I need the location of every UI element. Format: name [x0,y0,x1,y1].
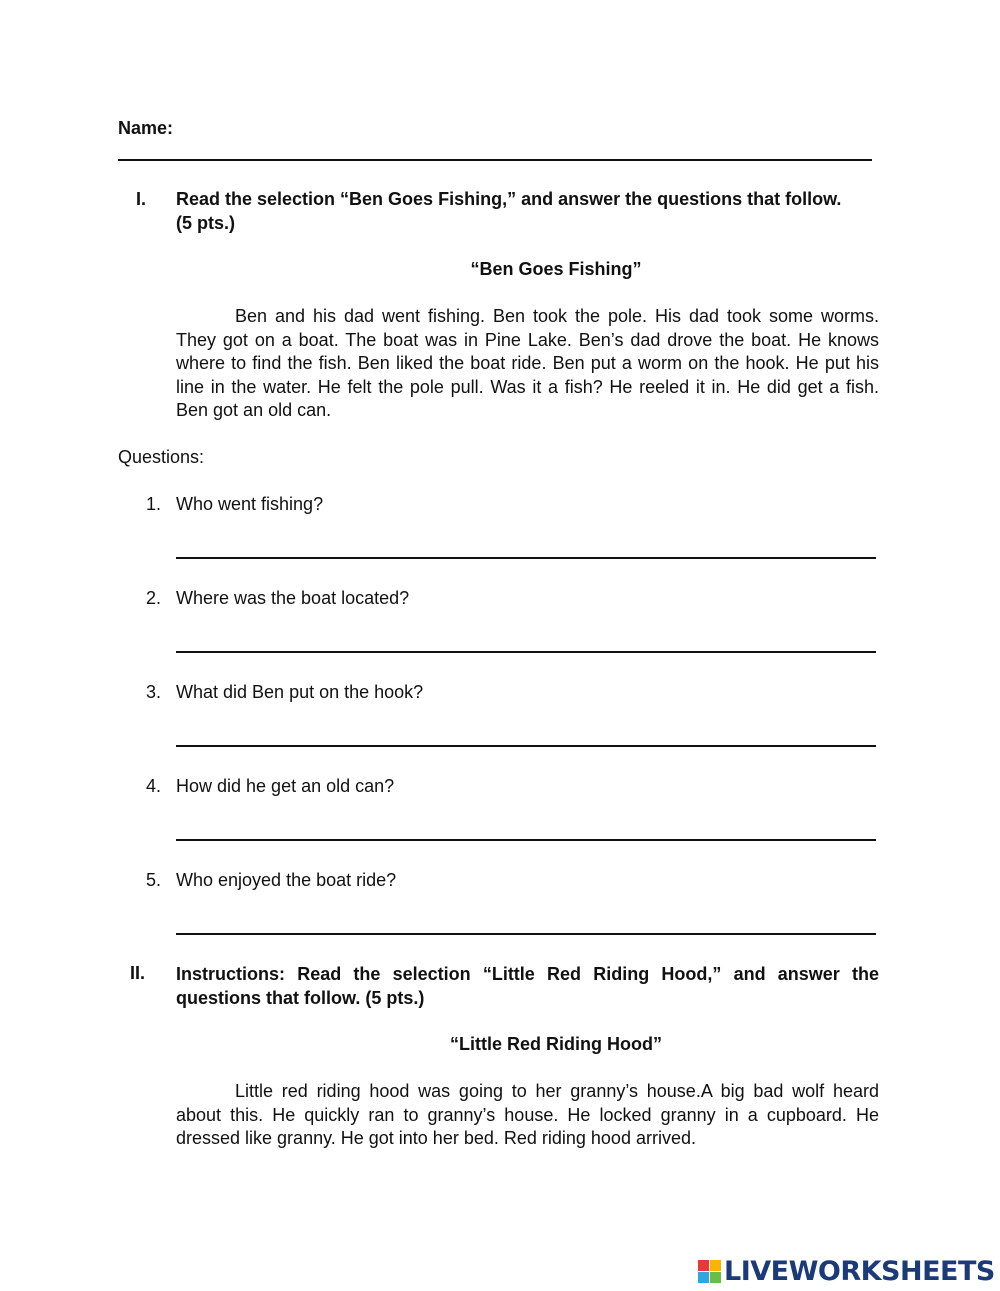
question-5-answer-line[interactable] [176,933,876,935]
story-2-title: “Little Red Riding Hood” [450,1034,662,1054]
question-1-text: Who went fishing? [176,494,324,514]
question-2-number: 2. [146,588,162,608]
logo-block-green [710,1272,721,1283]
section-2-numeral: II. [130,963,146,983]
question-2-answer-line[interactable] [176,651,876,653]
story-2-text: Little red riding hood was going to her granny’s house.A big bad wolf heard about this. He quickly ran to granny’s house. He locked granny in a cupboard. He dressed like granny. He got into her bed. Red riding hood arrived. [176,1081,879,1148]
question-5-number: 5. [146,870,162,890]
question-1-number: 1. [146,494,162,514]
question-5-text: Who enjoyed the boat ride? [176,870,397,890]
section-1-instruction-line1: Read the selection “Ben Goes Fishing,” and answer the questions that follow. [176,189,842,209]
questions-label: Questions: [118,447,205,467]
question-3-number: 3. [146,682,162,702]
question-1-answer-line[interactable] [176,557,876,559]
logo-block-yellow [710,1260,721,1271]
logo-block-blue [698,1272,709,1283]
liveworksheets-logo [698,1256,995,1287]
section-1-numeral: I. [136,189,147,209]
section-2-instruction: Instructions: Read the selection “Little Red Riding Hood,” and answer the questions that follow. (5 pts.) [176,964,879,1008]
question-3-text: What did Ben put on the hook? [176,682,424,702]
name-answer-line[interactable] [118,159,872,161]
question-4-answer-line[interactable] [176,839,876,841]
logo-block-red [698,1260,709,1271]
question-2-text: Where was the boat located? [176,588,410,608]
story-1-text: Ben and his dad went fishing. Ben took the pole. His dad took some worms. They got on a boat. The boat was in Pine Lake. Ben’s dad drove the boat. He knows where to find the fish. Ben liked the boat ride. Ben put a worm on the hook. He put his line in the water. He felt the pole pull. Was it a fish? He reeled it in. He did get a fish. Ben got an old can. [176,306,879,420]
logo-text: LIVEWORKSHEETS [724,1256,995,1287]
question-3-answer-line[interactable] [176,745,876,747]
section-1-instruction-line2: (5 pts.) [176,213,236,233]
story-1-title: “Ben Goes Fishing” [470,259,642,279]
name-label: Name: [118,118,174,138]
question-4-text: How did he get an old can? [176,776,395,796]
question-4-number: 4. [146,776,162,796]
logo-blocks-icon [698,1260,721,1283]
